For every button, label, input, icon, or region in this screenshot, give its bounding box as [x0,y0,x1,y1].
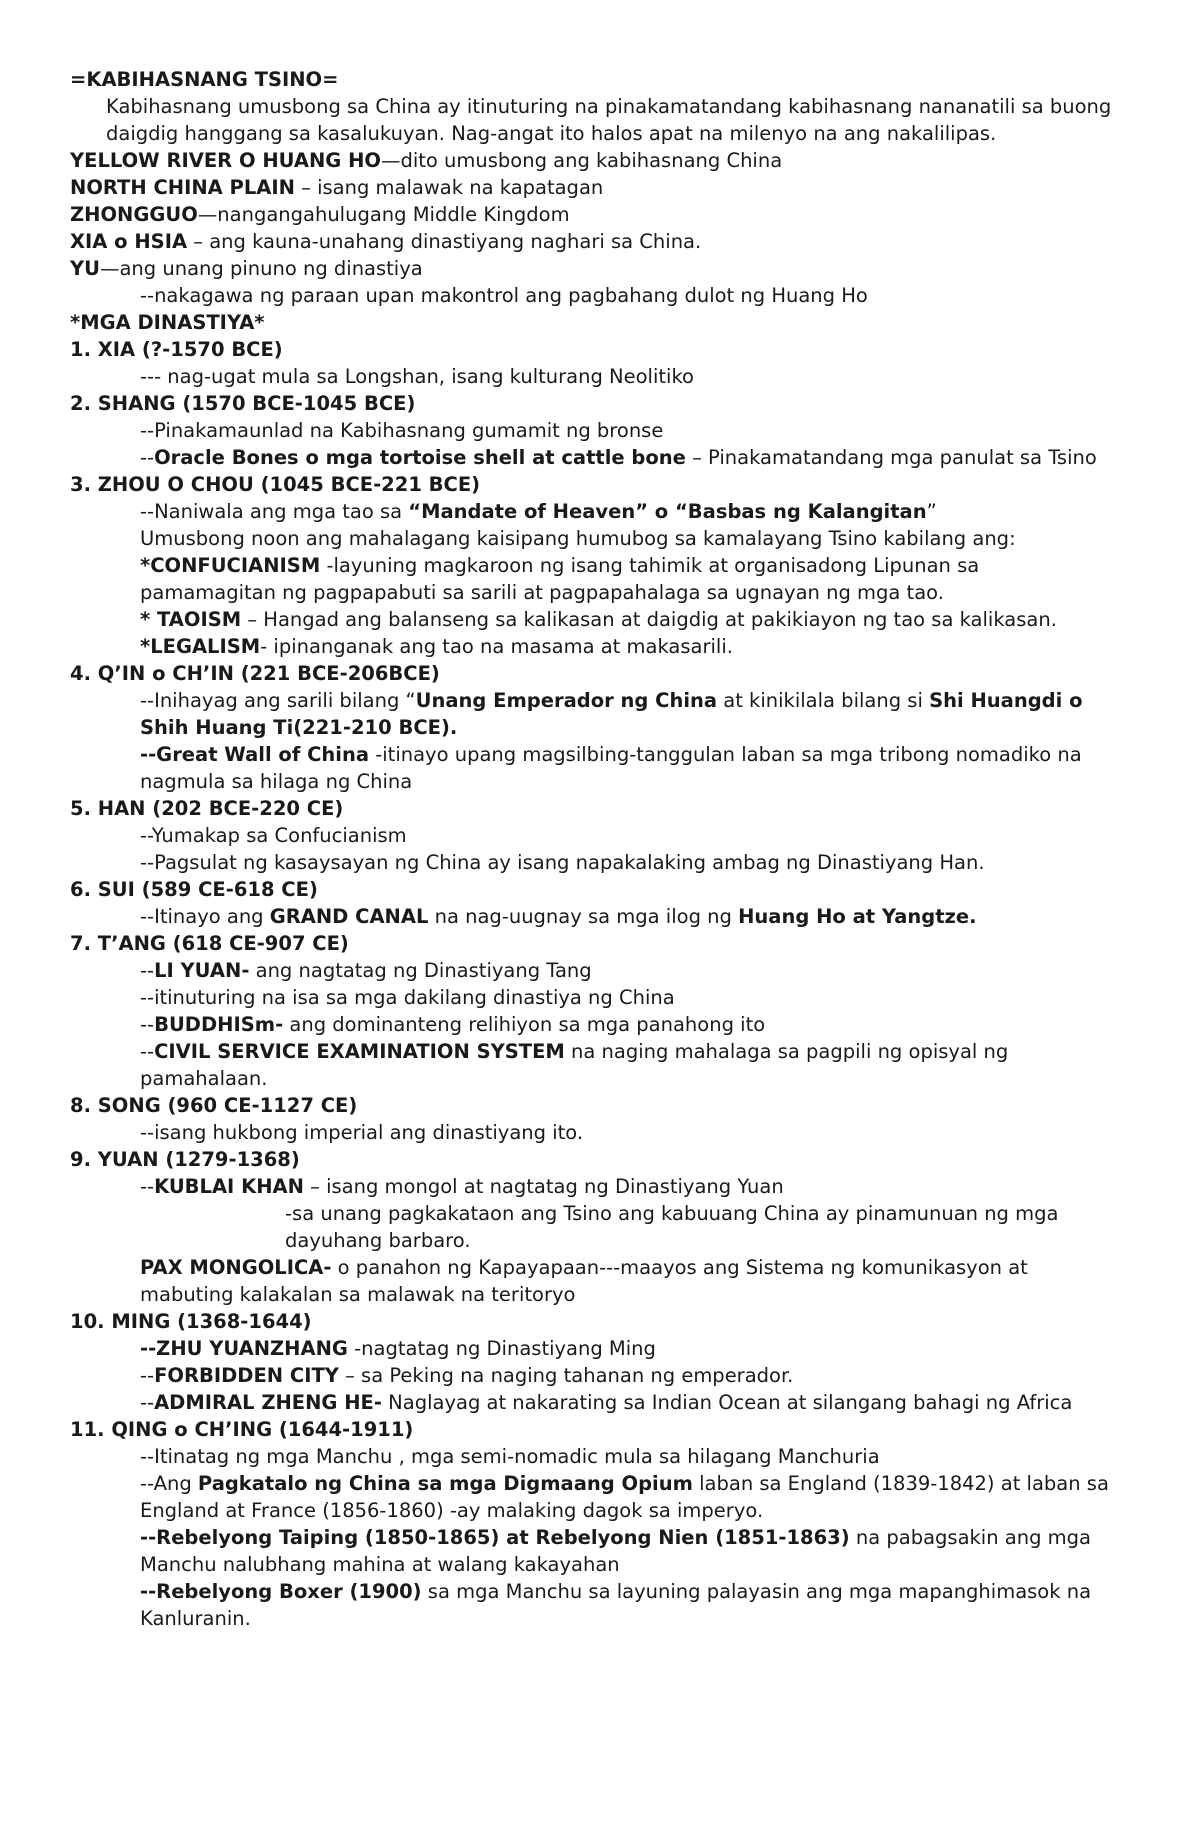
text-line [70,822,1120,849]
text-span: —dito umusbong ang kabihasnang China [380,149,783,172]
text-line [70,1362,1120,1389]
text-line [70,336,1120,363]
text-span: Kabihasnang umusbong sa China ay itinuturing na pinakamatandang kabihasnang nananatili sa buong daigdig hanggang sa kasalukuyan. Nag-angat ito halos apat na milenyo na ang nakalilipas. [106,95,1118,145]
text-span: na pabagsakin ang mga Manchu nalubhang mahina at walang kakayahan [140,1526,1098,1576]
text-line [70,201,1120,228]
text-line [70,849,1120,876]
text-line [70,1578,1120,1632]
bold-text: * TAOISM [140,608,242,631]
text-span: --- nag-ugat mula sa Longshan, isang kulturang Neolitiko [140,365,694,388]
text-span: ang dominanteng relihiyon sa mga panahong ito [283,1013,766,1036]
text-line [70,741,1120,795]
text-span: -- [140,1364,155,1387]
text-line [70,1011,1120,1038]
text-span: – Pinakamatandang mga panulat sa Tsino [685,446,1097,469]
bold-text: --Rebelyong Taiping (1850-1865) at Rebelyong Nien (1851-1863) [140,1526,850,1549]
bold-text: 3. ZHOU O CHOU (1045 BCE-221 BCE) [70,473,481,496]
bold-text: --Rebelyong Boxer (1900) [140,1580,422,1603]
text-line [70,255,1120,282]
text-line [70,903,1120,930]
text-span: -sa unang pagkakataon ang Tsino ang kabuuang China ay pinamunuan ng mga dayuhang barbaro. [285,1202,1065,1252]
text-line [70,93,1120,147]
text-span: laban sa England (1839-1842) at laban sa England at France (1856-1860) -ay malaking dagok sa imperyo. [140,1472,1116,1522]
text-line [70,147,1120,174]
text-line [70,930,1120,957]
text-line [70,795,1120,822]
text-line [70,417,1120,444]
text-span: --Naniwala ang mga tao sa [140,500,409,523]
text-span: -layuning magkaroon ng isang tahimik at organisadong Lipunan sa pamamagitan ng pagpapabuti sa sarili at pagpapahalaga sa ugnayan ng mga tao. [140,554,986,604]
text-span: --Itinatag ng mga Manchu , mga semi-nomadic mula sa hilagang Manchuria [140,1445,880,1468]
text-line [70,1308,1120,1335]
text-span: sa mga Manchu sa layuning palayasin ang mga mapanghimasok na Kanluranin. [140,1580,1098,1630]
text-line [70,984,1120,1011]
text-span: -- [140,446,155,469]
text-span: - ipinanganak ang tao na masama at makasarili. [260,635,733,658]
text-line [70,471,1120,498]
bold-text: CIVIL SERVICE EXAMINATION SYSTEM [154,1040,565,1063]
bold-text: *LEGALISM [140,635,261,658]
bold-text: =KABIHASNANG TSINO= [70,68,339,91]
text-line [70,1173,1120,1200]
bold-text: XIA o HSIA [70,230,188,253]
text-line [70,1335,1120,1362]
text-line [70,660,1120,687]
text-line [70,1389,1120,1416]
text-line [70,687,1120,741]
text-line [70,390,1120,417]
text-line [70,525,1120,552]
bold-text: 10. MING (1368-1644) [70,1310,312,1333]
text-span: --itinuturing na isa sa mga dakilang dinastiya ng China [140,986,675,1009]
bold-text: KUBLAI KHAN [154,1175,304,1198]
text-line [70,1200,1120,1254]
bold-text: Pagkatalo ng China sa mga Digmaang Opium [197,1472,693,1495]
text-line [70,1092,1120,1119]
bold-text: *MGA DINASTIYA* [70,311,265,334]
text-line [70,444,1120,471]
bold-text: YELLOW RIVER O HUANG HO [70,149,381,172]
text-span: -- [140,959,155,982]
bold-text: *CONFUCIANISM [140,554,321,577]
bold-text: 1. XIA (?-1570 BCE) [70,338,283,361]
text-span: --isang hukbong imperial ang dinastiyang ito. [140,1121,584,1144]
bold-text: 2. SHANG (1570 BCE-1045 BCE) [70,392,416,415]
bold-text: PAX MONGOLICA- [140,1256,332,1279]
document-body [70,66,1120,1632]
text-line [70,498,1120,525]
text-line [70,957,1120,984]
text-span: -itinayo upang magsilbing-tanggulan laban sa mga tribong nomadiko na nagmula sa hilaga ng China [140,743,1088,793]
text-line [70,1254,1120,1308]
text-span: --Pinakamaunlad na Kabihasnang gumamit ng bronse [140,419,664,442]
bold-text: GRAND CANAL [269,905,429,928]
text-span: --Ang [140,1472,198,1495]
text-line [70,1524,1120,1578]
bold-text: “Mandate of Heaven” o “Basbas ng Kalangitan [408,500,927,523]
text-span: —nangangahulugang Middle Kingdom [197,203,570,226]
bold-text: Shi Huangdi o Shih Huang Ti(221-210 BCE). [140,689,1090,739]
text-line [70,1119,1120,1146]
text-span: ang nagtatag ng Dinastiyang Tang [249,959,592,982]
text-span: -- [140,1175,155,1198]
text-span: – sa Peking na naging tahanan ng emperador. [338,1364,794,1387]
text-line [70,363,1120,390]
bold-text: ADMIRAL ZHENG HE- [154,1391,382,1414]
bold-text: NORTH CHINA PLAIN [70,176,295,199]
text-span: -- [140,1040,155,1063]
text-line [70,228,1120,255]
bold-text: 11. QING o CH’ING (1644-1911) [70,1418,414,1441]
bold-text: YU [70,257,100,280]
bold-text: ZHONGGUO [70,203,198,226]
text-span: --Pagsulat ng kasaysayan ng China ay isang napakalaking ambag ng Dinastiyang Han. [140,851,985,874]
bold-text: FORBIDDEN CITY [154,1364,339,1387]
text-span: o panahon ng Kapayapaan---maayos ang Sistema ng komunikasyon at mabuting kalakalan sa malawak na teritoryo [140,1256,1035,1306]
text-span: – isang malawak na kapatagan [294,176,604,199]
bold-text: LI YUAN- [154,959,250,982]
bold-text: 5. HAN (202 BCE-220 CE) [70,797,344,820]
bold-text: 6. SUI (589 CE-618 CE) [70,878,318,901]
bold-text: Oracle Bones o mga tortoise shell at cattle bone [154,446,686,469]
text-span: Umusbong noon ang mahalagang kaisipang humubog sa kamalayang Tsino kabilang ang: [140,527,1016,550]
text-line [70,309,1120,336]
bold-text: 9. YUAN (1279-1368) [70,1148,300,1171]
bold-text: --ZHU YUANZHANG [140,1337,348,1360]
text-line [70,1443,1120,1470]
text-line [70,1038,1120,1092]
text-span: -- [140,1013,155,1036]
bold-text: 7. T’ANG (618 CE-907 CE) [70,932,349,955]
text-line [70,1470,1120,1524]
text-span: na naging mahalaga sa pagpili ng opisyal ng pamahalaan. [140,1040,1015,1090]
bold-text: 4. Q’IN o CH’IN (221 BCE-206BCE) [70,662,440,685]
text-span: --Itinayo ang [140,905,270,928]
text-span: --nakagawa ng paraan upan makontrol ang pagbahang dulot ng Huang Ho [140,284,868,307]
text-line [70,174,1120,201]
text-line [70,552,1120,606]
text-line [70,282,1120,309]
text-span: at kinikilala bilang si [717,689,930,712]
text-line [70,1416,1120,1443]
text-span: --Yumakap sa Confucianism [140,824,407,847]
text-line [70,66,1120,93]
bold-text: BUDDHISm- [154,1013,284,1036]
bold-text: Huang Ho at Yangtze. [738,905,977,928]
text-span: – ang kauna-unahang dinastiyang naghari sa China. [187,230,702,253]
text-span: – isang mongol at nagtatag ng Dinastiyang Yuan [303,1175,784,1198]
text-span: – Hangad ang balanseng sa kalikasan at daigdig at pakikiayon ng tao sa kalikasan. [241,608,1057,631]
text-line [70,633,1120,660]
text-span: -nagtatag ng Dinastiyang Ming [347,1337,656,1360]
bold-text: Unang Emperador ng China [415,689,718,712]
text-span: --Inihayag ang sarili bilang “ [140,689,416,712]
bold-text: 8. SONG (960 CE-1127 CE) [70,1094,358,1117]
text-line [70,606,1120,633]
text-line [70,876,1120,903]
text-span: na nag-uugnay sa mga ilog ng [428,905,739,928]
text-span: —ang unang pinuno ng dinastiya [99,257,423,280]
text-span: ” [926,500,937,523]
bold-text: --Great Wall of China [140,743,370,766]
text-span: Naglayag at nakarating sa Indian Ocean at silangang bahagi ng Africa [381,1391,1073,1414]
text-span: -- [140,1391,155,1414]
text-line [70,1146,1120,1173]
